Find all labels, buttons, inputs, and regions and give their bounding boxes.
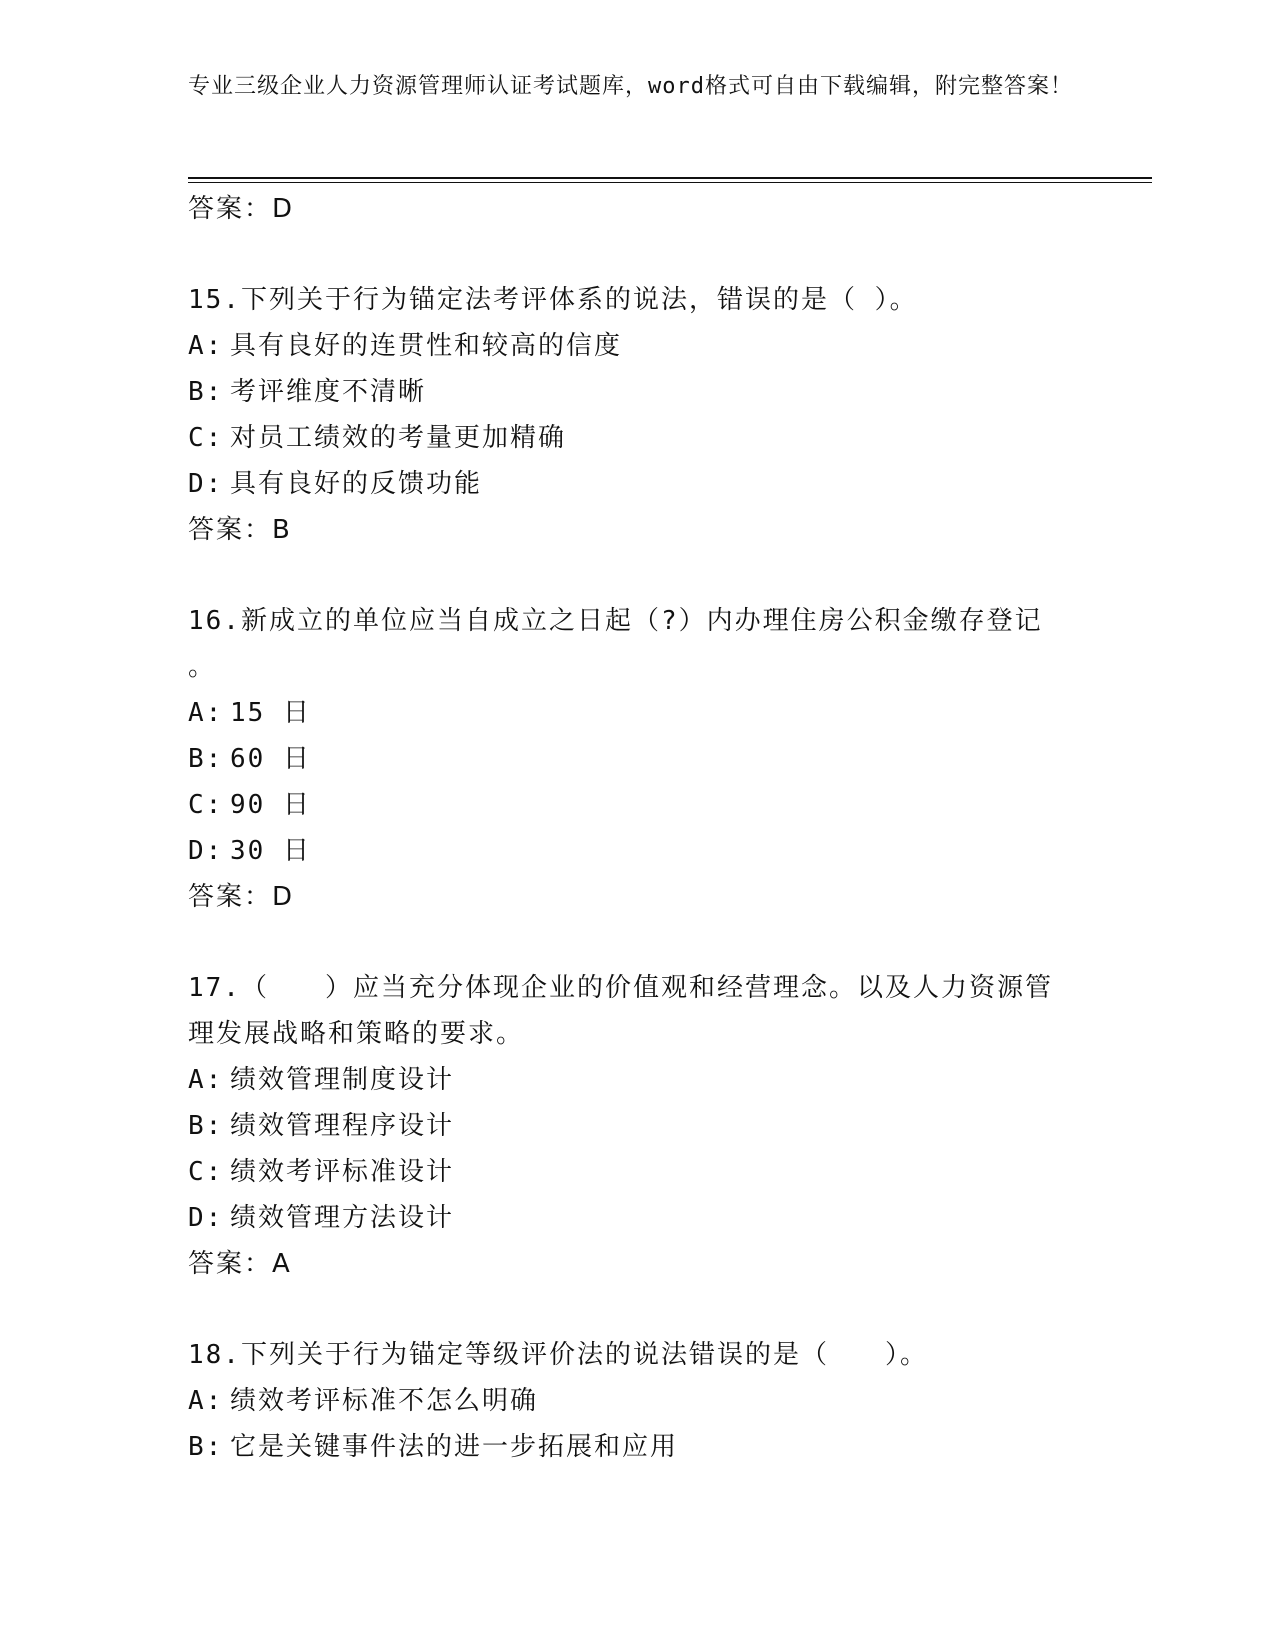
option-text: 30 日	[230, 836, 311, 866]
option-text: 它是关键事件法的进一步拓展和应用	[230, 1432, 679, 1462]
option-item	[188, 461, 1088, 507]
option-item	[188, 1424, 1088, 1470]
option-key: A:	[188, 698, 224, 728]
question-stem: 17.（ ）应当充分体现企业的价值观和经营理念。以及人力资源管	[188, 973, 1053, 1003]
option-text: 绩效管理制度设计	[230, 1065, 455, 1095]
option-key: C:	[188, 423, 224, 453]
header-rule-thin	[188, 182, 1152, 183]
option-text: 具有良好的反馈功能	[230, 469, 483, 499]
option-key: B:	[188, 1432, 224, 1462]
option-text: 具有良好的连贯性和较高的信度	[230, 331, 623, 361]
option-text: 60 日	[230, 744, 311, 774]
option-item	[188, 690, 1088, 736]
option-text: 15 日	[230, 698, 311, 728]
option-key: D:	[188, 836, 224, 866]
answer-label: 答案：B	[188, 515, 292, 545]
option-text: 绩效考评标准设计	[230, 1157, 455, 1187]
spacer	[188, 553, 1088, 598]
question-block	[188, 598, 1088, 920]
question-stem: 15.下列关于行为锚定法考评体系的说法，错误的是（ ）。	[188, 285, 918, 315]
question-block	[188, 1332, 1088, 1470]
option-key: A:	[188, 1065, 224, 1095]
header-rule-thick	[188, 177, 1152, 179]
option-item	[188, 1378, 1088, 1424]
option-item	[188, 736, 1088, 782]
option-key: A:	[188, 1386, 224, 1416]
option-item	[188, 782, 1088, 828]
option-item	[188, 828, 1088, 874]
option-text: 绩效管理程序设计	[230, 1111, 455, 1141]
question-block	[188, 277, 1088, 553]
option-key: C:	[188, 1157, 224, 1187]
option-item	[188, 415, 1088, 461]
option-item	[188, 1057, 1088, 1103]
option-key: A:	[188, 331, 224, 361]
question-stem: 18.下列关于行为锚定等级评价法的说法错误的是（ ）。	[188, 1340, 928, 1370]
option-text: 绩效考评标准不怎么明确	[230, 1386, 539, 1416]
option-text: 90 日	[230, 790, 311, 820]
option-key: B:	[188, 744, 224, 774]
option-key: B:	[188, 377, 224, 407]
document-header: 专业三级企业人力资源管理师认证考试题库，word格式可自由下载编辑，附完整答案！	[188, 74, 1073, 99]
spacer	[188, 232, 1088, 277]
option-key: D:	[188, 469, 224, 499]
option-key: D:	[188, 1203, 224, 1233]
option-item	[188, 1195, 1088, 1241]
question-list	[188, 186, 1088, 1470]
option-item	[188, 1149, 1088, 1195]
option-text: 绩效管理方法设计	[230, 1203, 455, 1233]
option-text: 考评维度不清晰	[230, 377, 427, 407]
spacer	[188, 1287, 1088, 1332]
option-item	[188, 1103, 1088, 1149]
option-key: C:	[188, 790, 224, 820]
answer-label: 答案：A	[188, 1249, 292, 1279]
answer-label: 答案：D	[188, 194, 295, 224]
answer-label: 答案：D	[188, 882, 295, 912]
option-item	[188, 369, 1088, 415]
question-block	[188, 965, 1088, 1287]
option-text: 对员工绩效的考量更加精确	[230, 423, 567, 453]
question-stem: 16.新成立的单位应当自成立之日起（?）内办理住房公积金缴存登记	[188, 606, 1043, 636]
option-key: B:	[188, 1111, 224, 1141]
question-stem-continuation: 。	[188, 652, 217, 682]
spacer	[188, 920, 1088, 965]
question-stem-continuation: 理发展战略和策略的要求。	[188, 1019, 525, 1049]
option-item	[188, 323, 1088, 369]
